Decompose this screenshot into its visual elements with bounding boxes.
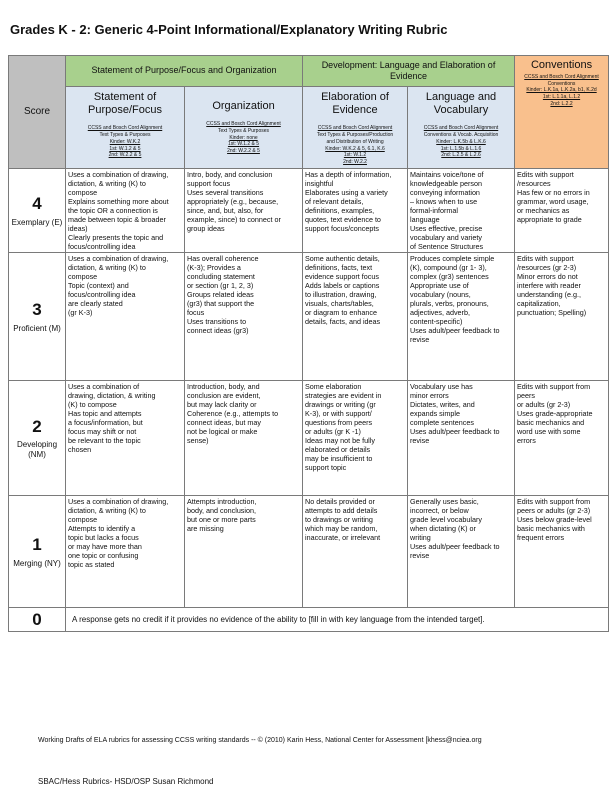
cell-line: revise: [410, 436, 430, 445]
cell-line: Uses adult/peer feedback to: [410, 427, 500, 436]
score-row-3: [9, 253, 609, 381]
cell-line: incorrect, or below: [410, 506, 469, 515]
cell-line: support topic: [305, 463, 347, 472]
cell-line: revise: [410, 335, 430, 344]
cell-line: Explains something more about: [68, 197, 169, 206]
rubric-cell: [185, 496, 303, 608]
score-row-2: [9, 381, 609, 496]
cell-line: /resources: [517, 179, 551, 188]
rubric-cell: [303, 496, 408, 608]
cell-line: sense): [187, 436, 209, 445]
cell-line: or diagram to enhance: [305, 308, 377, 317]
cell-line: Has a depth of information,: [305, 170, 392, 179]
score-cell: 3 Proficient (M): [9, 253, 66, 381]
conventions-header: [515, 56, 609, 169]
zero-score: 0: [9, 608, 66, 632]
cell-line: strategies are evident in: [305, 391, 382, 400]
cell-line: formal-informal: [410, 206, 458, 215]
cell-line: evidence support focus: [305, 272, 379, 281]
cell-line: ideas): [68, 224, 88, 233]
cell-line: when dictating (K) or: [410, 524, 476, 533]
cell-line: a focus/information, but: [68, 418, 143, 427]
language-vocabulary-header: Language and Vocabulary CCSS and Bosch Cord Alignment Conventions & Vocab. Acquisition Kinder: L.K.5b & L.K.6 1st: L.1.5b & L.1.6 2nd: L.2.5 & L.2.6: [408, 87, 515, 169]
cell-line: knowledgeable person: [410, 179, 482, 188]
cell-line: focus/controlling idea: [68, 242, 136, 251]
score-cell: 1 Merging (NY): [9, 496, 66, 608]
rubric-cell: [408, 169, 515, 253]
cell-line: Adds labels or captions: [305, 281, 380, 290]
cell-line: connect ideas (gr3): [187, 326, 249, 335]
cell-line: to drawings or writing: [305, 515, 373, 524]
cell-line: focus may shift or not: [68, 427, 137, 436]
cell-line: Generally uses basic,: [410, 497, 479, 506]
score-header: Score: [9, 56, 66, 169]
cell-line: punctuation; Spelling): [517, 308, 587, 317]
cell-line: Has topic and attempts: [68, 409, 142, 418]
cell-line: one topic or confusing: [68, 551, 139, 560]
cell-line: language: [410, 215, 440, 224]
cell-line: content-specific): [410, 317, 463, 326]
cell-line: Has few or no errors in: [517, 188, 590, 197]
cell-line: No details provided or: [305, 497, 375, 506]
cell-line: Vocabulary use has: [410, 382, 473, 391]
cell-line: be relevant to the topic: [68, 436, 141, 445]
cell-line: since, and, but, also, for: [187, 206, 264, 215]
cell-line: dictation, & writing (K) to: [68, 179, 146, 188]
cell-line: complete sentences: [410, 418, 474, 427]
cell-line: Some authentic details,: [305, 254, 380, 263]
footer-credit: Working Drafts of ELA rubrics for assessing CCSS writing standards -- © (2010) Karin Hess, National Center for Assessment [khess@nciea.org: [38, 737, 482, 744]
cell-line: (gr K-3): [68, 308, 93, 317]
cell-line: (K) to compose: [68, 400, 117, 409]
cell-line: basic mechanics and: [517, 418, 585, 427]
cell-line: topic as stated: [68, 560, 115, 569]
rubric-cell: [185, 381, 303, 496]
cell-line: Topic (context) and: [68, 281, 129, 290]
rubric-cell: [515, 496, 609, 608]
cell-line: grammar, word usage,: [517, 197, 589, 206]
cell-line: (gr3) that support the: [187, 299, 255, 308]
cell-line: Uses below grade-level: [517, 515, 592, 524]
rubric-cell: [408, 381, 515, 496]
cell-line: compose: [68, 515, 98, 524]
rubric-cell: [303, 253, 408, 381]
cell-line: expands simple: [410, 409, 460, 418]
cell-line: or adults (gr 2-3): [517, 400, 571, 409]
score-cell: 4 Exemplary (E): [9, 169, 66, 253]
cell-line: Edits with support: [517, 170, 574, 179]
cell-line: Some elaboration: [305, 382, 362, 391]
cell-line: Edits with support: [517, 254, 574, 263]
cell-line: conveying information: [410, 188, 480, 197]
cell-line: basic mechanics with: [517, 524, 585, 533]
cell-line: Uses a combination of: [68, 382, 140, 391]
cell-line: made between topic & broader: [68, 215, 166, 224]
rubric-cell: [66, 169, 185, 253]
rubric-cell: [66, 253, 185, 381]
cell-line: Has overall coherence: [187, 254, 259, 263]
cell-line: dictation, & writing (K) to: [68, 263, 146, 272]
rubric-cell: [185, 169, 303, 253]
rubric-cell: [515, 381, 609, 496]
cell-line: peers or adults (gr 2-3): [517, 506, 591, 515]
cell-line: connect ideas, but may: [187, 418, 261, 427]
cell-line: inaccurate, or irrelevant: [305, 533, 381, 542]
cell-line: elaborated or details: [305, 445, 371, 454]
zero-description: A response gets no credit if it provides no evidence of the ability to [fill in with key language from the intended target].: [66, 608, 609, 632]
conventions-heading: Conventions: [530, 59, 593, 71]
rubric-cell: [408, 496, 515, 608]
page-title: Grades K - 2: Generic 4-Point Informational/Explanatory Writing Rubric: [10, 22, 448, 37]
score-row-1: [9, 496, 609, 608]
cell-line: of Sentence Structures: [410, 242, 484, 251]
cell-line: but one or more parts: [187, 515, 256, 524]
cell-line: Uses grade-appropriate: [517, 409, 593, 418]
cell-line: plurals, verbs, pronouns,: [410, 299, 489, 308]
score-row-0: [9, 608, 609, 632]
cell-line: Produces complete simple: [410, 254, 495, 263]
cell-line: support focus: [187, 179, 231, 188]
cell-line: errors: [517, 436, 536, 445]
cell-line: Ideas may not be fully: [305, 436, 375, 445]
cell-line: minor errors: [410, 391, 449, 400]
cell-line: Appropriate use of: [410, 281, 469, 290]
cell-line: details, facts, and ideas: [305, 317, 381, 326]
group-development-header: Development: Language and Elaboration of Evidence: [303, 56, 515, 87]
cell-line: definitions, examples,: [305, 206, 375, 215]
cell-line: – knows when to use: [410, 197, 478, 206]
cell-line: peers: [517, 391, 535, 400]
cell-line: /resources (gr 2-3): [517, 263, 577, 272]
cell-line: K-3), or with support/: [305, 409, 372, 418]
cell-line: focus/controlling idea: [68, 290, 136, 299]
footer-source: SBAC/Hess Rubrics- HSD/OSP Susan Richmond: [38, 777, 214, 786]
cell-line: Maintains voice/tone of: [410, 170, 484, 179]
cell-line: Attempts introduction,: [187, 497, 257, 506]
cell-line: revise: [410, 551, 430, 560]
cell-line: appropriately (e.g., because,: [187, 197, 279, 206]
cell-line: Groups related ideas: [187, 290, 254, 299]
cell-line: grade level vocabulary: [410, 515, 482, 524]
cell-line: compose: [68, 272, 98, 281]
cell-line: Minor errors do not: [517, 272, 578, 281]
cell-line: but may lack clarity or: [187, 400, 257, 409]
cell-line: or section (gr 1, 2, 3): [187, 281, 254, 290]
cell-line: body, and conclusion,: [187, 506, 256, 515]
cell-line: definitions, facts, text: [305, 263, 373, 272]
cell-line: may be insufficient to: [305, 454, 373, 463]
cell-line: questions from peers: [305, 418, 373, 427]
cell-line: Intro, body, and conclusion: [187, 170, 273, 179]
score-cell: 2 Developing (NM): [9, 381, 66, 496]
cell-line: Attempts to identify a: [68, 524, 136, 533]
cell-line: of relevant details,: [305, 197, 364, 206]
rubric-cell: [515, 169, 609, 253]
cell-line: chosen: [68, 445, 92, 454]
cell-line: appropriate to grade: [517, 215, 582, 224]
cell-line: example, since) to connect or: [187, 215, 281, 224]
rubric-cell: [408, 253, 515, 381]
cell-line: complex (gr3) sentences: [410, 272, 489, 281]
cell-line: insightful: [305, 179, 334, 188]
cell-line: (K), compound (gr 1- 3),: [410, 263, 487, 272]
cell-line: Uses effective, precise: [410, 224, 483, 233]
rubric-cell: [185, 253, 303, 381]
organization-header: Organization CCSS and Bosch Cord Alignment Text Types & Purposes Kinder: none 1st: W.1.2 & 5 2nd: W.2.2 & 5: [185, 87, 303, 169]
cell-line: Uses a combination of drawing,: [68, 254, 169, 263]
cell-line: or adults (gr K -1): [305, 427, 361, 436]
cell-line: Coherence (e.g., attempts to: [187, 409, 279, 418]
cell-line: the topic OR a connection is: [68, 206, 158, 215]
rubric-cell: [66, 496, 185, 608]
cell-line: frequent errors: [517, 533, 565, 542]
cell-line: to illustration, drawing,: [305, 290, 377, 299]
cell-line: Uses several transitions: [187, 188, 264, 197]
cell-line: Clearly presents the topic and: [68, 233, 164, 242]
cell-line: drawings or writing (gr: [305, 400, 376, 409]
cell-line: interfere with reader: [517, 281, 581, 290]
rubric-cell: [515, 253, 609, 381]
cell-line: or may have more than: [68, 542, 142, 551]
cell-line: drawing, dictation, & writing: [68, 391, 156, 400]
cell-line: word use with some: [517, 427, 581, 436]
cell-line: support focus/concepts: [305, 224, 379, 233]
cell-line: (K-3); Provides a: [187, 263, 241, 272]
cell-line: Uses a combination of drawing,: [68, 497, 169, 506]
cell-line: Uses adult/peer feedback to: [410, 326, 500, 335]
cell-line: Dictates, writes, and: [410, 400, 475, 409]
cell-line: Uses a combination of drawing,: [68, 170, 169, 179]
cell-line: conclusion are evident,: [187, 391, 261, 400]
cell-line: not be logical or make: [187, 427, 258, 436]
elaboration-header: Elaboration of Evidence CCSS and Bosch Cord Alignment Text Types & Purposes/Production and Distribution of Writing Kinder: W.K.2 & 5, 6.1, K.6 1st: W.1.2 2nd: W.2.2: [303, 87, 408, 169]
cell-line: group ideas: [187, 224, 225, 233]
cell-line: writing: [410, 533, 431, 542]
cell-line: Elaborates using a variety: [305, 188, 388, 197]
cell-line: quotes, text evidence to: [305, 215, 381, 224]
cell-line: are missing: [187, 524, 224, 533]
group-purpose-organization-header: Statement of Purpose/Focus and Organization: [66, 56, 303, 87]
cell-line: understanding (e.g.,: [517, 290, 581, 299]
cell-line: which may be random,: [305, 524, 378, 533]
rubric-cell: [303, 169, 408, 253]
cell-line: Introduction, body, and: [187, 382, 260, 391]
score-row-4: [9, 169, 609, 253]
conventions-meta: CCSS and Bosch Cord Alignment Conventions Kinder: L.K.1a, L.K.2a, b1, K.2d 1st: L.1.1a, L.1.2 2nd: L.2.2: [524, 73, 599, 107]
cell-line: dictation, & writing (K) to: [68, 506, 146, 515]
cell-line: vocabulary and variety: [410, 233, 482, 242]
cell-line: or mechanics as: [517, 206, 570, 215]
cell-line: Uses transitions to: [187, 317, 247, 326]
cell-line: capitalization,: [517, 299, 561, 308]
cell-line: concluding statement: [187, 272, 255, 281]
purpose-focus-header: Statement of Purpose/Focus CCSS and Bosch Cord Alignment Text Types & Purposes Kinder: W.K.2 1st: W.1.2 & 5 2nd: W.2.2 & 5: [66, 87, 185, 169]
cell-line: Edits with support from: [517, 497, 591, 506]
cell-line: vocabulary (nouns,: [410, 290, 471, 299]
cell-line: compose: [68, 188, 98, 197]
rubric-cell: [66, 381, 185, 496]
rubric-table: [8, 55, 609, 632]
cell-line: adjectives, adverb,: [410, 308, 470, 317]
cell-line: Edits with support from: [517, 382, 591, 391]
cell-line: Uses adult/peer feedback to: [410, 542, 500, 551]
cell-line: are clearly stated: [68, 299, 123, 308]
cell-line: topic but lacks a focus: [68, 533, 139, 542]
cell-line: visuals, charts/tables,: [305, 299, 374, 308]
cell-line: attempts to add details: [305, 506, 378, 515]
cell-line: focus: [187, 308, 205, 317]
rubric-cell: [303, 381, 408, 496]
